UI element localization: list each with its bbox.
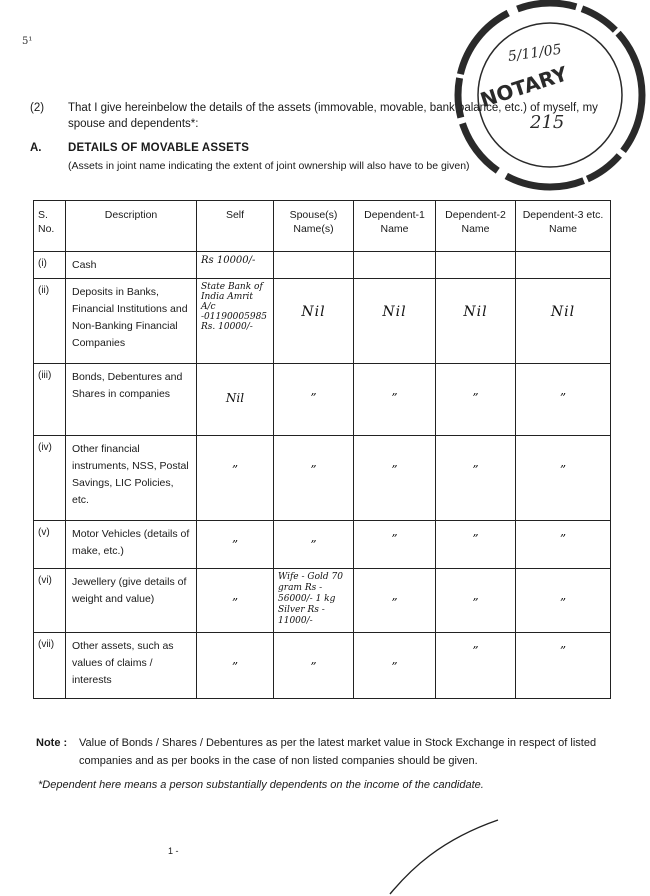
note-text: Value of Bonds / Shares / Debentures as per the latest market value in Stock Exchange in respect of listed companies and as per books in the case of non listed companies should be given. [79,737,597,767]
cell-spouse [274,279,354,364]
cell-spouse [274,252,354,279]
header-description: Description [66,201,197,252]
cell-spouse: ” [274,436,354,521]
corner-mark: 5¹ [22,36,33,47]
row-sno: (vii) [34,633,66,699]
header-sno: S. No. [34,201,66,252]
signature-stroke-icon [380,800,500,896]
cell-dependent-2: ” [436,633,516,699]
stamp-number: 215 [530,112,565,133]
cell-dependent-1: ” [354,569,436,633]
header-self: Self [197,201,274,252]
table-row [34,521,611,569]
cell-dependent-1: ” [354,436,436,521]
cell-self: ” [197,569,274,633]
handwritten-value: Wife - Gold 70 gram Rs - 56000/- 1 kg Silver Rs - 11000/- [278,572,343,626]
cell-dependent-2: ” [436,521,516,569]
table-header-row [34,201,611,252]
row-sno: (vi) [34,569,66,633]
handwritten-value: Nil [382,304,407,320]
row-description: Other financial instruments, NSS, Postal Savings, LIC Policies, etc. [66,436,197,521]
cell-dependent-2: ” [436,569,516,633]
handwritten-value: Nil [463,304,488,320]
cell-spouse: ” [274,521,354,569]
row-description: Motor Vehicles (details of make, etc.) [66,521,197,569]
cell-dependent-2 [436,252,516,279]
cell-dependent-1: ” [354,633,436,699]
page-mark: 1 - [168,846,179,856]
movable-assets-table [33,200,611,699]
cell-spouse: ” [274,633,354,699]
header-dependent-2: Dependent-2 Name [436,201,516,252]
cell-dependent-3: ” [516,364,611,436]
section-title: DETAILS OF MOVABLE ASSETS [68,142,250,154]
row-description: Bonds, Debentures and Shares in companies [66,364,197,436]
footnote: *Dependent here means a person substantially dependents on the income of the candidate. [38,779,484,791]
stamp-text: NOTARY [477,61,571,113]
table-row [34,252,611,279]
cell-dependent-3 [516,252,611,279]
section-letter: A. [30,142,42,154]
cell-dependent-1 [354,279,436,364]
row-sno: (iii) [34,364,66,436]
cell-dependent-3: ” [516,436,611,521]
cell-dependent-1: ” [354,364,436,436]
intro-text: That I give hereinbelow the details of the assets (immovable, movable, bank balance, etc.) of myself, my spouse and dependents*: [68,102,598,130]
row-description: Other assets, such as values of claims / interests [66,633,197,699]
table-row [34,279,611,364]
note-label: Note : [36,737,68,749]
cell-dependent-1: ” [354,521,436,569]
cell-dependent-3 [516,279,611,364]
row-description: Cash [66,252,197,279]
handwritten-value: Nil [550,304,576,320]
handwritten-value: Rs 10000/- [201,255,256,266]
row-sno: (v) [34,521,66,569]
table-row [34,364,611,436]
intro-number: (2) [30,102,45,114]
cell-self: ” [197,436,274,521]
stamp-date: 5/11/05 [506,41,563,65]
table-row [34,633,611,699]
cell-dependent-3: ” [516,633,611,699]
cell-self [197,252,274,279]
header-spouse: Spouse(s) Name(s) [274,201,354,252]
cell-self: ” [197,521,274,569]
handwritten-value: Nil [301,304,326,320]
cell-dependent-2: ” [436,364,516,436]
cell-dependent-3: ” [516,521,611,569]
cell-spouse: ” [274,364,354,436]
cell-dependent-1 [354,252,436,279]
row-description: Deposits in Banks, Financial Institutions and Non-Banking Financial Companies [66,279,197,364]
header-dependent-1: Dependent-1 Name [354,201,436,252]
cell-self [197,279,274,364]
table-row [34,436,611,521]
handwritten-value: State Bank of India Amrit A/c -01190005985 Rs. 10000/- [201,282,268,332]
cell-dependent-3: ” [516,569,611,633]
row-description: Jewellery (give details of weight and value) [66,569,197,633]
cell-dependent-2: ” [436,436,516,521]
cell-self [197,364,274,436]
row-sno: (ii) [34,279,66,364]
handwritten-value: Nil [225,391,245,405]
row-sno: (i) [34,252,66,279]
table-row [34,569,611,633]
cell-self: ” [197,633,274,699]
cell-dependent-2 [436,279,516,364]
section-subtitle: (Assets in joint name indicating the extent of joint ownership will also have to be given) [68,160,470,172]
row-sno: (iv) [34,436,66,521]
cell-spouse [274,569,354,633]
header-dependent-3: Dependent-3 etc. Name [516,201,611,252]
